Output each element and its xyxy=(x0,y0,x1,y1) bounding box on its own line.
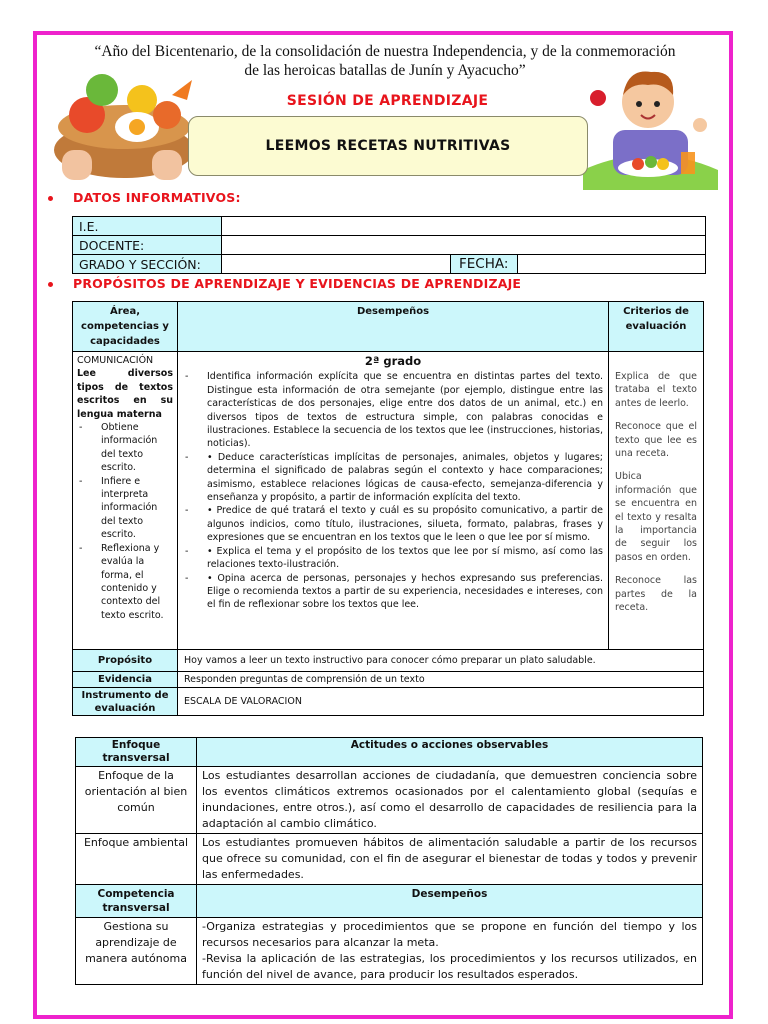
bullet-icon xyxy=(48,196,53,201)
col-desempenos-t-header: Desempeños xyxy=(197,885,703,918)
competencia-text: Lee diversos tipos de textos escritos en su lengua materna xyxy=(77,368,173,420)
section-datos-title: DATOS INFORMATIVOS: xyxy=(73,190,241,205)
desempeno-item: - • Predice de qué tratará el texto y cuál es su propósito comunicativo, a partir de algunos indicios, como título, ilustraciones, silueta, formato, palabras, frases y expresiones que se encuentran en los textos que le leen o que lee por sí mismo. xyxy=(183,504,603,544)
col-criterios-header: Criterios de evaluación xyxy=(609,302,704,352)
docente-label: DOCENTE: xyxy=(73,236,222,255)
criterios-cell xyxy=(609,352,704,650)
grado-value[interactable] xyxy=(222,255,451,274)
criterio-item: Explica de que trataba el texto antes de leerlo. xyxy=(615,371,697,409)
competencia-desempeno-item: -Revisa la aplicación de las estrategias, los procedimientos y los recursos utilizados, en función del nivel de avance, para producir los resultados esperados. xyxy=(202,952,697,981)
ie-value[interactable] xyxy=(222,217,706,236)
area-cell xyxy=(73,352,178,650)
desempeno-item: - • Opina acerca de personas, personajes y hechos expresando sus preferencias. Elige o recomienda textos a partir de su experiencia, necesidades e intereses, con el fin de reflexionar sobre los textos que lee. xyxy=(183,572,603,612)
area-title: COMUNICACIÓN xyxy=(77,355,154,366)
section-propositos xyxy=(48,276,521,291)
capacidad-item: - Infiere e interpreta información del texto escrito. xyxy=(77,475,173,542)
col-enfoque-header: Enfoque transversal xyxy=(76,738,197,767)
criterio-item: Ubica información que se encuentra en el texto y resalta la importancia de seguir los pasos en orden. xyxy=(615,471,697,563)
capacidad-item: - Obtiene información del texto escrito. xyxy=(77,421,173,475)
bullet-icon xyxy=(48,282,53,287)
enfoque-actitud: Los estudiantes desarrollan acciones de ciudadanía, que demuestren conciencia sobre los eventos climáticos extremos ocasionados por el calentamiento global (sequías e inundaciones, entre otros.), así como el desarrollo de capacidades de resiliencia para la adaptación al cambio climático. xyxy=(197,767,703,834)
capacidad-item: - Reflexiona y evalúa la forma, el contenido y contexto del texto escrito. xyxy=(77,542,173,622)
competencia-transversal: Gestiona su aprendizaje de manera autónoma xyxy=(76,918,197,985)
motto-line-1: “Año del Bicentenario, de la consolidación de nuestra Independencia, y de la conmemoración xyxy=(94,43,676,60)
year-motto xyxy=(60,42,710,80)
criterio-item: Reconoce las partes de la receta. xyxy=(615,575,697,614)
docente-value[interactable] xyxy=(222,236,706,255)
evidencia-label: Evidencia xyxy=(73,672,178,688)
col-area-header: Área, competencias y capacidades xyxy=(73,302,178,352)
session-label: SESIÓN DE APRENDIZAJE xyxy=(286,93,489,109)
enfoque-name: Enfoque de la orientación al bien común xyxy=(76,767,197,834)
desempenos-cell xyxy=(178,352,609,650)
grado-heading: 2ª grado xyxy=(364,354,422,368)
enfoque-name: Enfoque ambiental xyxy=(76,834,197,885)
desempenos-list xyxy=(183,370,603,611)
datos-table xyxy=(72,216,706,274)
proposito-text: Hoy vamos a leer un texto instructivo para conocer cómo preparar un plato saludable. xyxy=(178,650,704,672)
fecha-label: FECHA: xyxy=(451,255,518,274)
desempeno-item: - • Explica el tema y el propósito de los textos que lee por sí mismo, así como las relaciones texto-ilustración. xyxy=(183,545,603,572)
criterio-item: Reconoce que el texto que lee es una receta. xyxy=(615,421,697,460)
fecha-value[interactable] xyxy=(518,255,706,274)
proposito-label: Propósito xyxy=(73,650,178,672)
enfoque-actitud: Los estudiantes promueven hábitos de alimentación saludable a partir de los recursos que ofrece su comunidad, con el fin de asegurar el bienestar de todas y todos y prevenir las enfermedades. xyxy=(197,834,703,885)
instrumento-label: Instrumento de evaluación xyxy=(73,688,178,716)
propositos-table xyxy=(72,301,704,716)
desempeno-item: - Identifica información explícita que se encuentra en distintas partes del texto. Distingue esta información de otra semejante (por ejemplo, distingue entre las características de dos personajes, elige entre dos datos de un animal, etc.) en diversos tipos de textos de estructura simple, con palabras conocidas e ilustraciones. Establece la secuencia de los textos que lee (instrucciones, historias, noticias). xyxy=(183,370,603,450)
capacidades-list xyxy=(77,421,173,622)
ie-label: I.E. xyxy=(73,217,222,236)
competencia-desempenos xyxy=(197,918,703,985)
section-datos xyxy=(48,190,241,205)
grado-label: GRADO Y SECCIÓN: xyxy=(73,255,222,274)
instrumento-text: ESCALA DE VALORACION xyxy=(178,688,704,716)
col-actitudes-header: Actitudes o acciones observables xyxy=(197,738,703,767)
desempeno-item: - • Deduce características implícitas de personajes, animales, objetos y lugares; determina el significado de palabras según el contexto y hace comparaciones; asimismo, establece relaciones lógicas de causa-efecto, semejanza-diferencia y enseñanza y propósito, a partir de información explícita del texto. xyxy=(183,451,603,505)
motto-line-2: de las heroicas batallas de Junín y Ayacucho” xyxy=(244,62,526,79)
session-title: LEEMOS RECETAS NUTRITIVAS xyxy=(188,116,588,176)
col-desempenos-header: Desempeños xyxy=(178,302,609,352)
evidencia-text: Responden preguntas de comprensión de un texto xyxy=(178,672,704,688)
col-competencia-header: Competencia transversal xyxy=(76,885,197,918)
enfoques-table xyxy=(75,737,703,985)
competencia-desempeno-item: -Organiza estrategias y procedimientos que se propone en función del tiempo y los recursos necesarios para alcanzar la meta. xyxy=(202,920,697,949)
section-propositos-title: PROPÓSITOS DE APRENDIZAJE Y EVIDENCIAS DE APRENDIZAJE xyxy=(73,276,522,291)
